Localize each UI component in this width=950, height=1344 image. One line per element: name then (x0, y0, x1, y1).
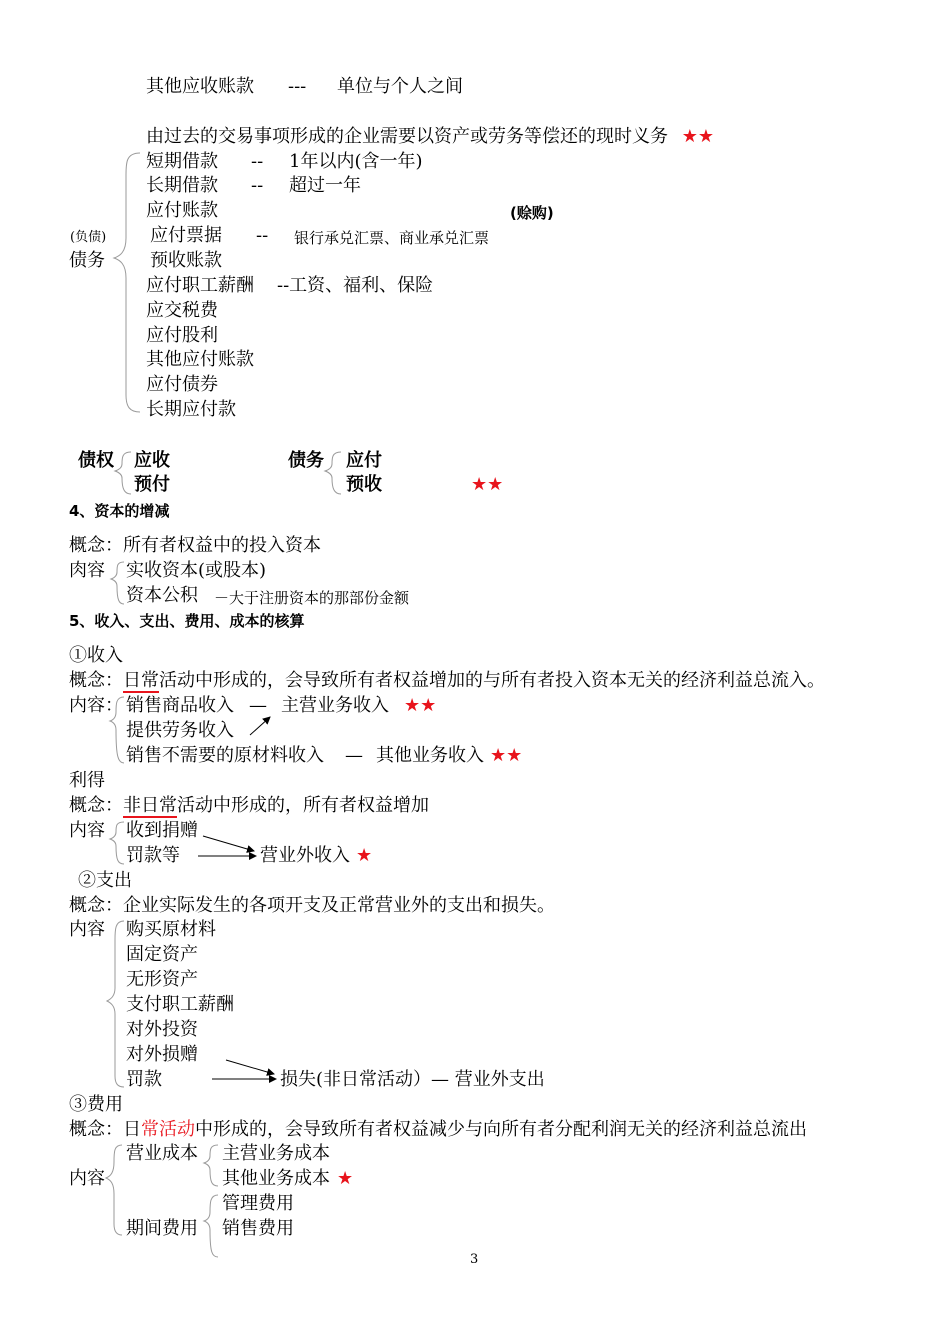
cost-brace-2 (204, 1195, 218, 1257)
expense-title: ②支出 (78, 870, 132, 891)
debt-label: 债务 (69, 250, 105, 271)
star-icon: ★★ (404, 695, 437, 716)
gain-brace (110, 822, 124, 864)
income-content-label: 内容： (69, 695, 123, 716)
expense-content-label: 内容 (69, 919, 105, 940)
arrow-icon (226, 1060, 274, 1074)
cost-item: 管理费用 (222, 1193, 294, 1214)
debt-summary-item: 应付 (346, 450, 382, 471)
concept-text: 活动中形成的，所有者权益增加 (177, 795, 429, 816)
capital-item-note: －大于注册资本的那部份金额 (214, 589, 410, 607)
expense-item: 罚款 (126, 1069, 162, 1090)
debt-item: 长期应付款 (146, 399, 236, 420)
star-icon: ★ (337, 1168, 354, 1189)
expense-item: 对外投资 (126, 1019, 198, 1040)
claim-brace (115, 452, 131, 494)
cost-item: 其他业务成本 (222, 1168, 330, 1189)
debt-brace (114, 153, 140, 412)
debt-summary-brace (325, 452, 341, 494)
arrow-icon (203, 836, 254, 851)
debt-summary-label: 债务 (288, 450, 324, 471)
capital-concept: 概念：所有者权益中的投入资本 (69, 535, 321, 556)
debt-item: 其他应付账款 (146, 349, 254, 370)
income-item: 提供劳务收入 (126, 720, 234, 741)
debt-item: 应交税费 (146, 300, 218, 321)
claim-item: 预付 (134, 474, 170, 495)
gain-title: 利得 (69, 770, 105, 791)
other-receivable-note: 单位与个人之间 (337, 76, 463, 97)
cost-group-label: 期间费用 (126, 1218, 198, 1239)
concept-prefix: 概念： (69, 670, 123, 691)
star-icon: ★★ (490, 745, 523, 766)
income-target: 主营业务收入 (281, 695, 389, 716)
debt-item-note: 超过一年 (289, 175, 361, 196)
expense-brace (107, 921, 124, 1087)
gain-target: 营业外收入 (260, 845, 350, 866)
expense-item: 固定资产 (126, 944, 198, 965)
debt-item: 长期借款 (146, 175, 218, 196)
debt-item: 应付账款 (146, 200, 218, 221)
cost-brace-1 (204, 1145, 218, 1186)
debt-summary-item: 预收 (346, 474, 382, 495)
red-term: 常活动 (141, 1119, 195, 1140)
liability-small-label: (负债) (70, 230, 107, 245)
section-5-heading: 5、收入、支出、费用、成本的核算 (69, 612, 305, 630)
debt-item: 应付债券 (146, 374, 218, 395)
dash: — (345, 745, 363, 766)
capital-content-label: 肉容 (69, 560, 105, 581)
debt-item-note: 银行承兑汇票、商业承兑汇票 (294, 229, 490, 247)
claim-item: 应收 (134, 450, 170, 471)
star-icon: ★ (356, 845, 373, 866)
expense-item: 支付职工薪酬 (126, 994, 234, 1015)
capital-brace (111, 562, 124, 604)
debt-item: 应付职工薪酬 (146, 275, 254, 296)
debt-item: 预收账款 (150, 250, 222, 271)
dash: — (249, 695, 267, 716)
expense-item: 无形资产 (126, 969, 198, 990)
star-icon: ★★ (471, 474, 504, 495)
dash: -- (256, 225, 269, 246)
expense-target: 损失(非日常活动）— 营业外支出 (280, 1069, 545, 1090)
dash: -- (251, 175, 264, 196)
debt-item-note: 1年以内(含一年) (289, 151, 423, 172)
dash: --- (288, 76, 307, 97)
expense-concept: 概念：企业实际发生的各项开支及正常营业外的支出和损失。 (69, 895, 555, 916)
dash: -- (251, 151, 264, 172)
claim-label: 债权 (78, 450, 114, 471)
arrow-icon (250, 717, 270, 735)
credit-purchase-note: (赊购) (510, 204, 554, 222)
concept-prefix: 概念：日 (69, 1119, 141, 1140)
income-item: 销售不需要的原材料收入 (126, 745, 324, 766)
expense-item: 对外损赠 (126, 1044, 198, 1065)
income-title: ①收入 (69, 645, 123, 666)
page-number: 3 (470, 1252, 479, 1267)
underlined-term: 非日常 (123, 795, 177, 816)
debt-item-note: --工资、福利、保险 (277, 275, 434, 296)
concept-text: 中形成的，会导致所有者权益减少与向所有者分配利润无关的经济利益总流出 (195, 1119, 807, 1140)
expense-item: 购买原材料 (126, 919, 216, 940)
debt-item: 应付票据 (150, 225, 222, 246)
debt-item: 短期借款 (146, 151, 218, 172)
cost-brace (106, 1145, 122, 1235)
income-brace (110, 697, 124, 763)
gain-item: 收到捐赠 (126, 820, 198, 841)
income-target: 其他业务收入 (376, 745, 484, 766)
capital-item: 资本公积 (126, 585, 198, 606)
concept-prefix: 概念： (69, 795, 123, 816)
cost-title: ③费用 (69, 1094, 123, 1115)
cost-item: 主营业务成本 (222, 1143, 330, 1164)
gain-item: 罚款等 (126, 845, 180, 866)
star-icon: ★★ (681, 126, 715, 147)
underlined-term: 日常 (123, 670, 159, 691)
section-4-heading: 4、资本的增减 (69, 502, 170, 520)
concept-text: 活动中形成的，会导致所有者权益增加的与所有者投入资本无关的经济利益总流入。 (159, 670, 825, 691)
other-receivable-label: 其他应收账款 (146, 76, 254, 97)
debt-item: 应付股利 (146, 325, 218, 346)
capital-item: 实收资本(或股本) (126, 560, 267, 581)
gain-content-label: 内容 (69, 820, 105, 841)
cost-item: 销售费用 (222, 1218, 294, 1239)
cost-content-label: 内容 (69, 1168, 105, 1189)
cost-group-label: 营业成本 (126, 1143, 198, 1164)
liability-definition-text: 由过去的交易事项形成的企业需要以资产或劳务等偿还的现时义务 (146, 126, 668, 147)
income-item: 销售商品收入 (126, 695, 234, 716)
